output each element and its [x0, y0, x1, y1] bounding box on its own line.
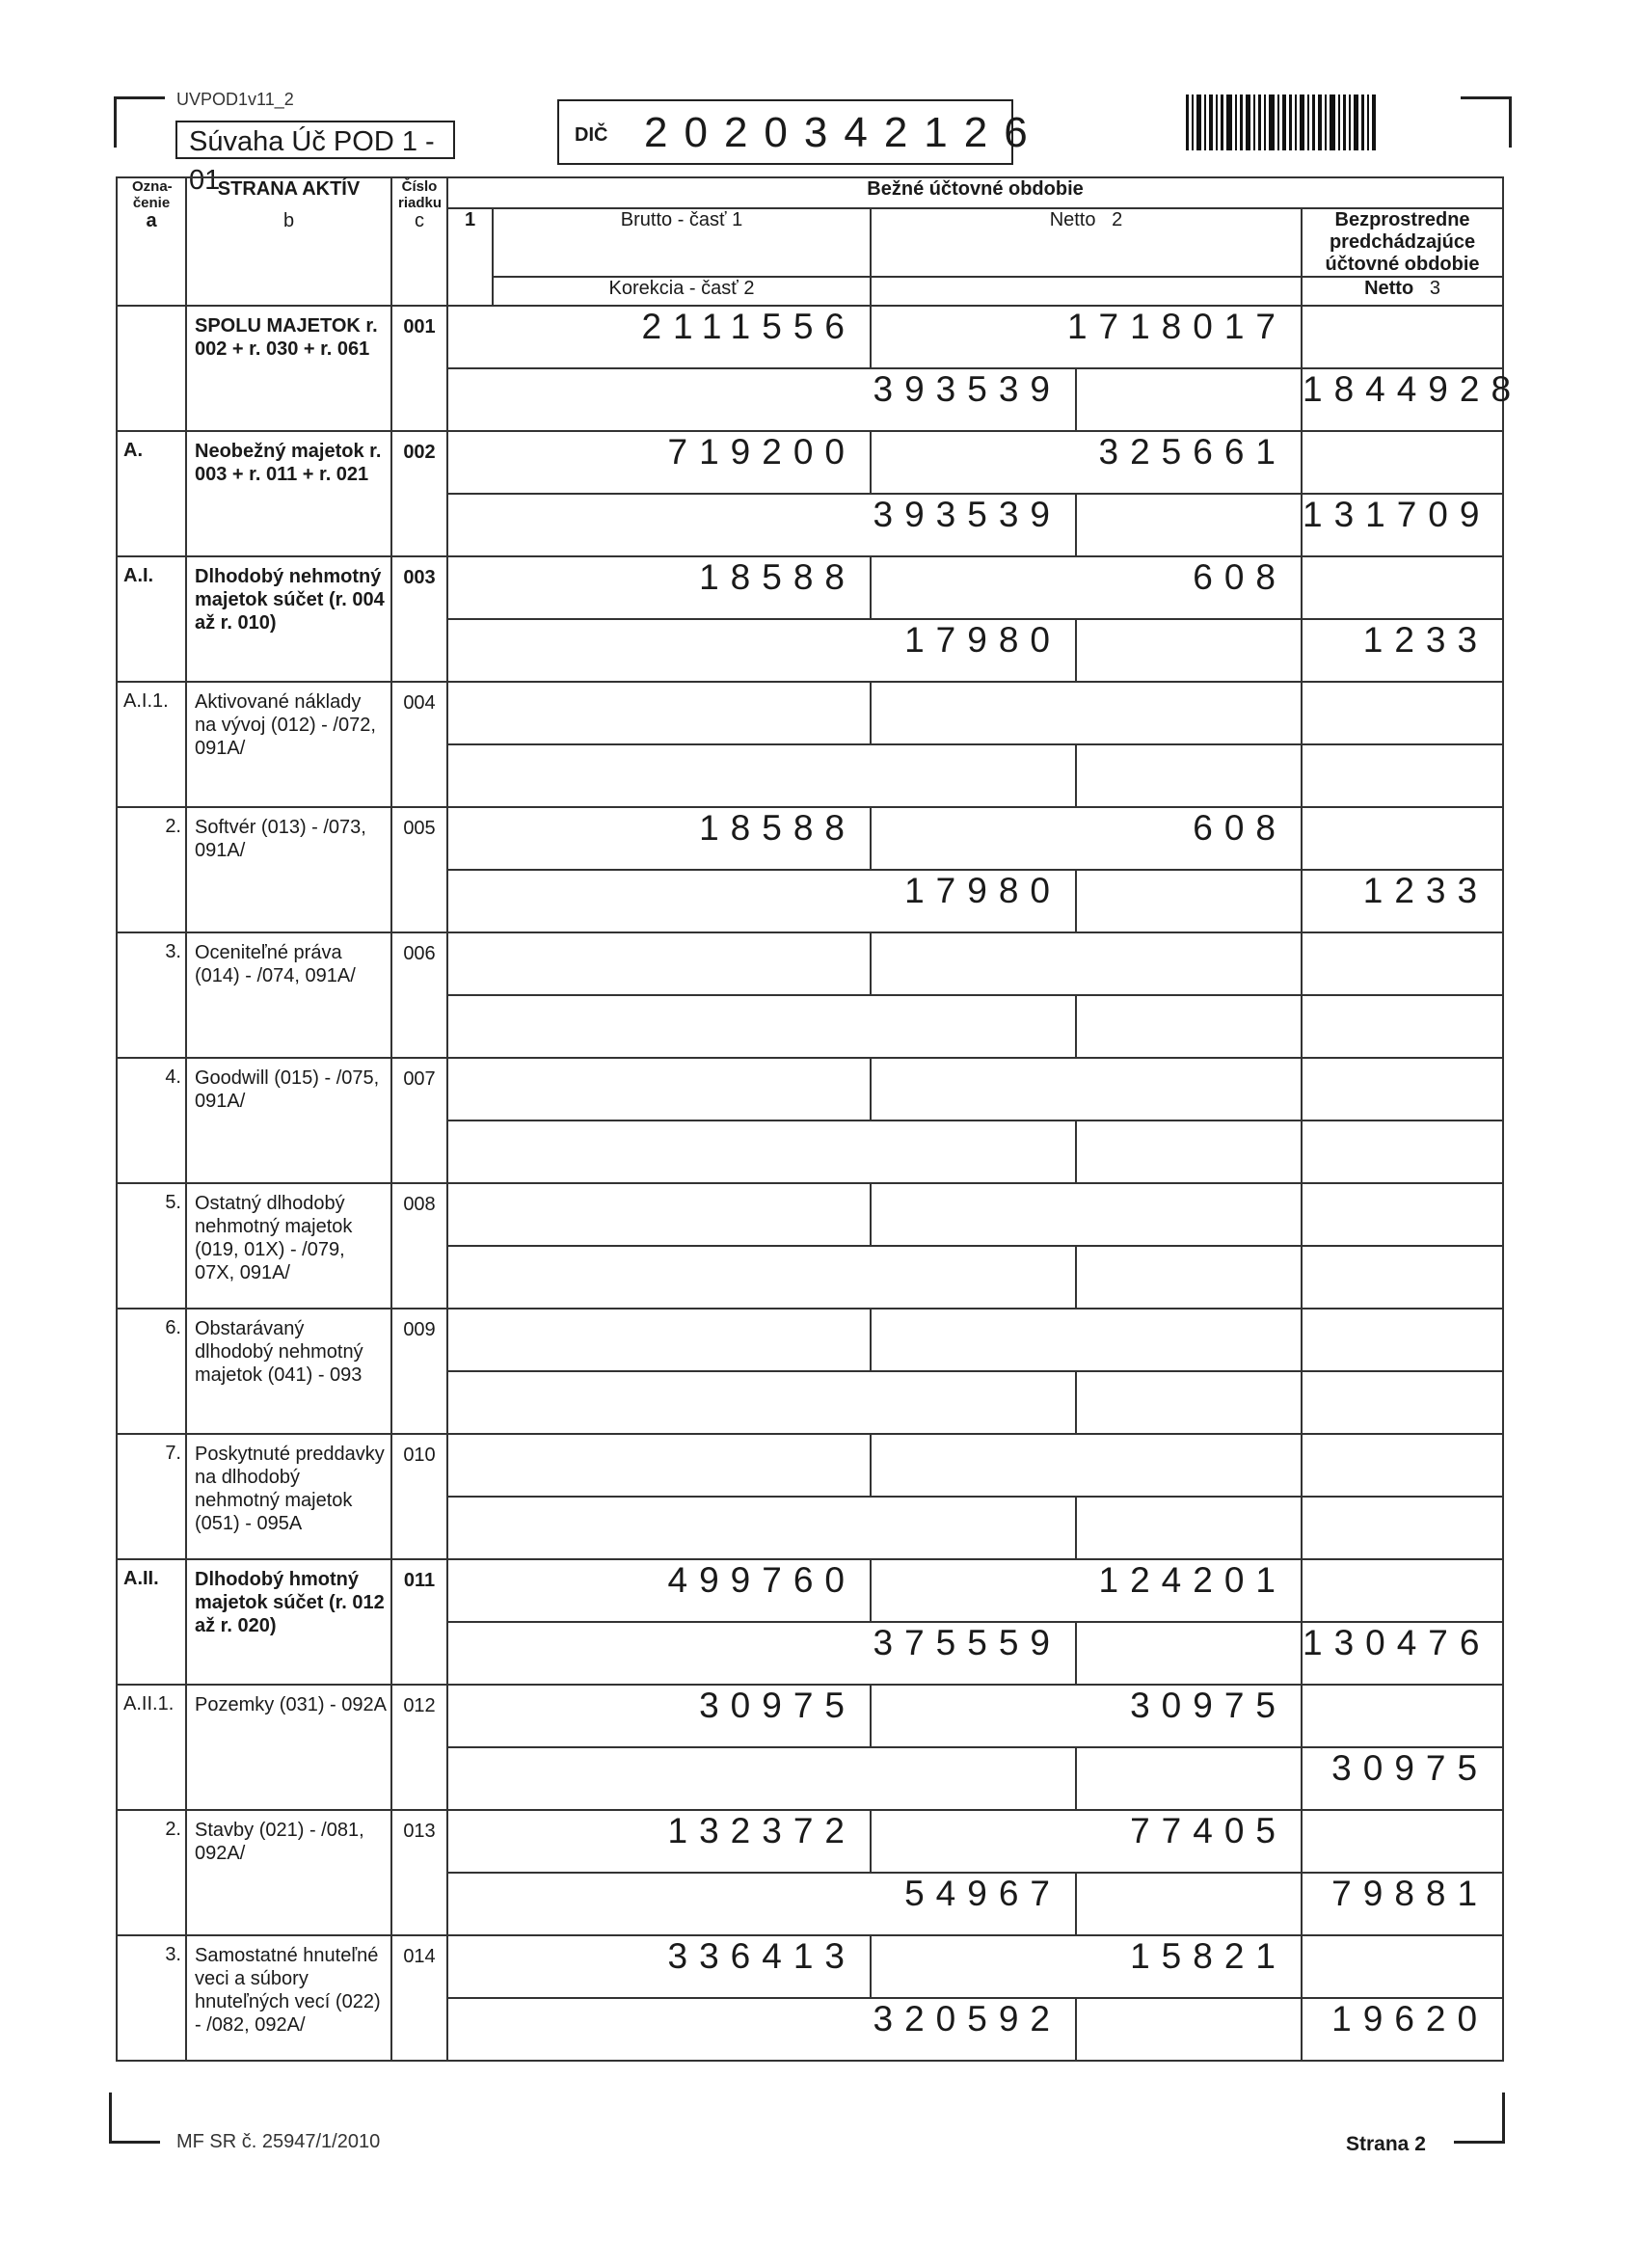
header-one: 1: [447, 208, 493, 306]
row-mark: A.II.: [117, 1559, 186, 1685]
header-col-b-letter: b: [282, 210, 295, 231]
row-line-number: 006: [391, 932, 447, 1058]
row-label: Obstarávaný dlhodobý nehmotný majetok (041) - 093: [186, 1309, 391, 1434]
row-line-number: 010: [391, 1434, 447, 1559]
row-mark: A.I.1.: [117, 682, 186, 807]
netto-value: 325661: [871, 431, 1302, 494]
blank-cell: [1076, 995, 1302, 1058]
previous-netto-value: [1302, 1497, 1503, 1559]
header-netto-label: Netto: [1049, 209, 1096, 230]
blank-cell: [1302, 1685, 1503, 1747]
previous-netto-value: 1233: [1302, 870, 1503, 932]
table-row: [117, 1935, 1503, 1998]
header-col-c-letter: c: [415, 210, 424, 231]
blank-cell: [1302, 1434, 1503, 1497]
header-netto: [871, 208, 1302, 277]
netto-value: 608: [871, 807, 1302, 870]
previous-netto-value: 30975: [1302, 1747, 1503, 1810]
row-line-number: 009: [391, 1309, 447, 1434]
blank-cell: [1076, 1747, 1302, 1810]
header-col-c: [391, 177, 447, 306]
table-row: [117, 1810, 1503, 1873]
header-korekcia-blank: [871, 277, 1302, 306]
netto-value: 77405: [871, 1810, 1302, 1873]
row-line-number: 002: [391, 431, 447, 556]
header-col-a: [117, 177, 186, 306]
netto-value: 124201: [871, 1559, 1302, 1622]
header-netto-prev-num: 3: [1429, 278, 1440, 299]
header-col-c-label: Číslo riadku: [398, 178, 443, 211]
korekcia-value: 17980: [447, 870, 1076, 932]
brutto-value: 2111556: [447, 306, 871, 368]
netto-value: 608: [871, 556, 1302, 619]
brutto-value: 18588: [447, 556, 871, 619]
blank-cell: [1302, 306, 1503, 368]
row-label: Dlhodobý nehmotný majetok súčet (r. 004 až r. 010): [186, 556, 391, 682]
row-line-number: 004: [391, 682, 447, 807]
row-mark: 7.: [117, 1434, 186, 1559]
table-row: [117, 807, 1503, 870]
table-row: [117, 431, 1503, 494]
brutto-value: 18588: [447, 807, 871, 870]
header-netto-prev-label: Netto: [1364, 278, 1414, 299]
row-label: Aktivované náklady na vývoj (012) - /072, 091A/: [186, 682, 391, 807]
blank-cell: [1302, 1935, 1503, 1998]
dic-box: [557, 99, 1044, 165]
barcode-icon: [1186, 94, 1412, 150]
blank-cell: [1302, 1309, 1503, 1371]
blank-cell: [1302, 1183, 1503, 1246]
netto-value: [871, 1058, 1302, 1120]
form-code: UVPOD1v11_2: [176, 90, 294, 109]
table-row: [117, 932, 1503, 995]
korekcia-value: 393539: [447, 494, 1076, 556]
korekcia-value: [447, 1371, 1076, 1434]
blank-cell: [1076, 368, 1302, 431]
row-label: Poskytnuté preddavky na dlhodobý nehmotný majetok (051) - 095A: [186, 1434, 391, 1559]
korekcia-value: [447, 995, 1076, 1058]
korekcia-value: [447, 1246, 1076, 1309]
korekcia-value: [447, 1120, 1076, 1183]
blank-cell: [1302, 932, 1503, 995]
header-netto-num: 2: [1112, 209, 1123, 230]
row-mark: A.: [117, 431, 186, 556]
blank-cell: [1076, 619, 1302, 682]
blank-cell: [1302, 682, 1503, 744]
row-mark: 3.: [117, 932, 186, 1058]
korekcia-value: 54967: [447, 1873, 1076, 1935]
row-mark: 2.: [117, 807, 186, 932]
header-previous-period: Bezprostredne predchádzajúce účtovné obdobie: [1302, 208, 1503, 277]
row-label: Ostatný dlhodobý nehmotný majetok (019, 01X) - /079, 07X, 091A/: [186, 1183, 391, 1309]
netto-value: 30975: [871, 1685, 1302, 1747]
row-line-number: 013: [391, 1810, 447, 1935]
row-label: Stavby (021) - /081, 092A/: [186, 1810, 391, 1935]
table-row: [117, 1434, 1503, 1497]
table-row: [117, 1058, 1503, 1120]
brutto-value: 499760: [447, 1559, 871, 1622]
row-mark: 2.: [117, 1810, 186, 1935]
row-line-number: 001: [391, 306, 447, 431]
previous-netto-value: 79881: [1302, 1873, 1503, 1935]
row-line-number: 012: [391, 1685, 447, 1810]
previous-netto-value: 1844928: [1302, 368, 1503, 431]
row-label: Samostatné hnuteľné veci a súbory hnuteľných vecí (022) - /082, 092A/: [186, 1935, 391, 2061]
corner-bottom-right: [1454, 2092, 1505, 2144]
brutto-value: 132372: [447, 1810, 871, 1873]
blank-cell: [1076, 494, 1302, 556]
blank-cell: [1076, 1873, 1302, 1935]
corner-top-right: [1461, 96, 1512, 148]
brutto-value: [447, 1058, 871, 1120]
row-label: Pozemky (031) - 092A: [186, 1685, 391, 1810]
previous-netto-value: [1302, 1246, 1503, 1309]
blank-cell: [1076, 1120, 1302, 1183]
blank-cell: [1302, 807, 1503, 870]
table-row: [117, 1685, 1503, 1747]
table-row: [117, 556, 1503, 619]
row-label: SPOLU MAJETOK r. 002 + r. 030 + r. 061: [186, 306, 391, 431]
row-line-number: 005: [391, 807, 447, 932]
header-brutto: Brutto - časť 1: [493, 208, 871, 277]
table-row: [117, 306, 1503, 368]
netto-value: [871, 1434, 1302, 1497]
corner-top-left: [114, 96, 165, 148]
brutto-value: [447, 682, 871, 744]
blank-cell: [1076, 1622, 1302, 1685]
brutto-value: 30975: [447, 1685, 871, 1747]
netto-value: [871, 682, 1302, 744]
korekcia-value: 17980: [447, 619, 1076, 682]
row-line-number: 014: [391, 1935, 447, 2061]
blank-cell: [1076, 1998, 1302, 2061]
row-label: Neobežný majetok r. 003 + r. 011 + r. 021: [186, 431, 391, 556]
previous-netto-value: [1302, 744, 1503, 807]
header-current-period: Bežné účtovné obdobie: [447, 177, 1503, 208]
blank-cell: [1076, 1246, 1302, 1309]
dic-value: 2020342126: [644, 109, 1044, 156]
netto-value: [871, 1183, 1302, 1246]
previous-netto-value: 130476: [1302, 1622, 1503, 1685]
korekcia-value: [447, 1497, 1076, 1559]
table-row: [117, 1559, 1503, 1622]
table-row: [117, 1309, 1503, 1371]
table-row: [117, 1183, 1503, 1246]
header-row-1: [117, 177, 1503, 208]
row-line-number: 003: [391, 556, 447, 682]
row-line-number: 011: [391, 1559, 447, 1685]
header-netto-prev: [1302, 277, 1503, 306]
row-mark: 3.: [117, 1935, 186, 2061]
header-col-b-label: STRANA AKTÍV: [217, 178, 361, 200]
blank-cell: [1076, 870, 1302, 932]
row-label: Softvér (013) - /073, 091A/: [186, 807, 391, 932]
previous-netto-value: 131709: [1302, 494, 1503, 556]
brutto-value: [447, 932, 871, 995]
korekcia-value: [447, 744, 1076, 807]
row-mark: A.I.: [117, 556, 186, 682]
brutto-value: [447, 1309, 871, 1371]
korekcia-value: 393539: [447, 368, 1076, 431]
row-mark: 6.: [117, 1309, 186, 1434]
brutto-value: [447, 1434, 871, 1497]
brutto-value: 336413: [447, 1935, 871, 1998]
header-col-b: [186, 177, 391, 306]
row-label: Goodwill (015) - /075, 091A/: [186, 1058, 391, 1183]
header-korekcia: Korekcia - časť 2: [493, 277, 871, 306]
table-row: [117, 682, 1503, 744]
blank-cell: [1302, 1810, 1503, 1873]
row-line-number: 007: [391, 1058, 447, 1183]
blank-cell: [1076, 744, 1302, 807]
netto-value: 1718017: [871, 306, 1302, 368]
row-mark: 5.: [117, 1183, 186, 1309]
row-mark: [117, 306, 186, 431]
korekcia-value: 320592: [447, 1998, 1076, 2061]
row-label: Dlhodobý hmotný majetok súčet (r. 012 až r. 020): [186, 1559, 391, 1685]
brutto-value: 719200: [447, 431, 871, 494]
previous-netto-value: [1302, 995, 1503, 1058]
row-line-number: 008: [391, 1183, 447, 1309]
korekcia-value: 375559: [447, 1622, 1076, 1685]
previous-netto-value: [1302, 1371, 1503, 1434]
footer-reference: MF SR č. 25947/1/2010: [176, 2131, 381, 2152]
header-col-a-label: Ozna- čenie: [132, 178, 173, 211]
header-col-a-letter: a: [146, 210, 157, 231]
corner-bottom-left: [109, 2092, 160, 2144]
form-title: Súvaha Úč POD 1 - 01: [175, 121, 455, 159]
previous-netto-value: 19620: [1302, 1998, 1503, 2061]
blank-cell: [1302, 1058, 1503, 1120]
row-mark: 4.: [117, 1058, 186, 1183]
brutto-value: [447, 1183, 871, 1246]
balance-sheet-table: [116, 176, 1523, 2062]
blank-cell: [1302, 556, 1503, 619]
blank-cell: [1302, 431, 1503, 494]
blank-cell: [1076, 1497, 1302, 1559]
previous-netto-value: [1302, 1120, 1503, 1183]
korekcia-value: [447, 1747, 1076, 1810]
blank-cell: [1302, 1559, 1503, 1622]
dic-label: DIČ: [575, 124, 608, 146]
previous-netto-value: 1233: [1302, 619, 1503, 682]
row-mark: A.II.1.: [117, 1685, 186, 1810]
row-label: Oceniteľné práva (014) - /074, 091A/: [186, 932, 391, 1058]
netto-value: [871, 932, 1302, 995]
blank-cell: [1076, 1371, 1302, 1434]
footer-page-number: Strana 2: [1346, 2133, 1426, 2155]
netto-value: 15821: [871, 1935, 1302, 1998]
netto-value: [871, 1309, 1302, 1371]
